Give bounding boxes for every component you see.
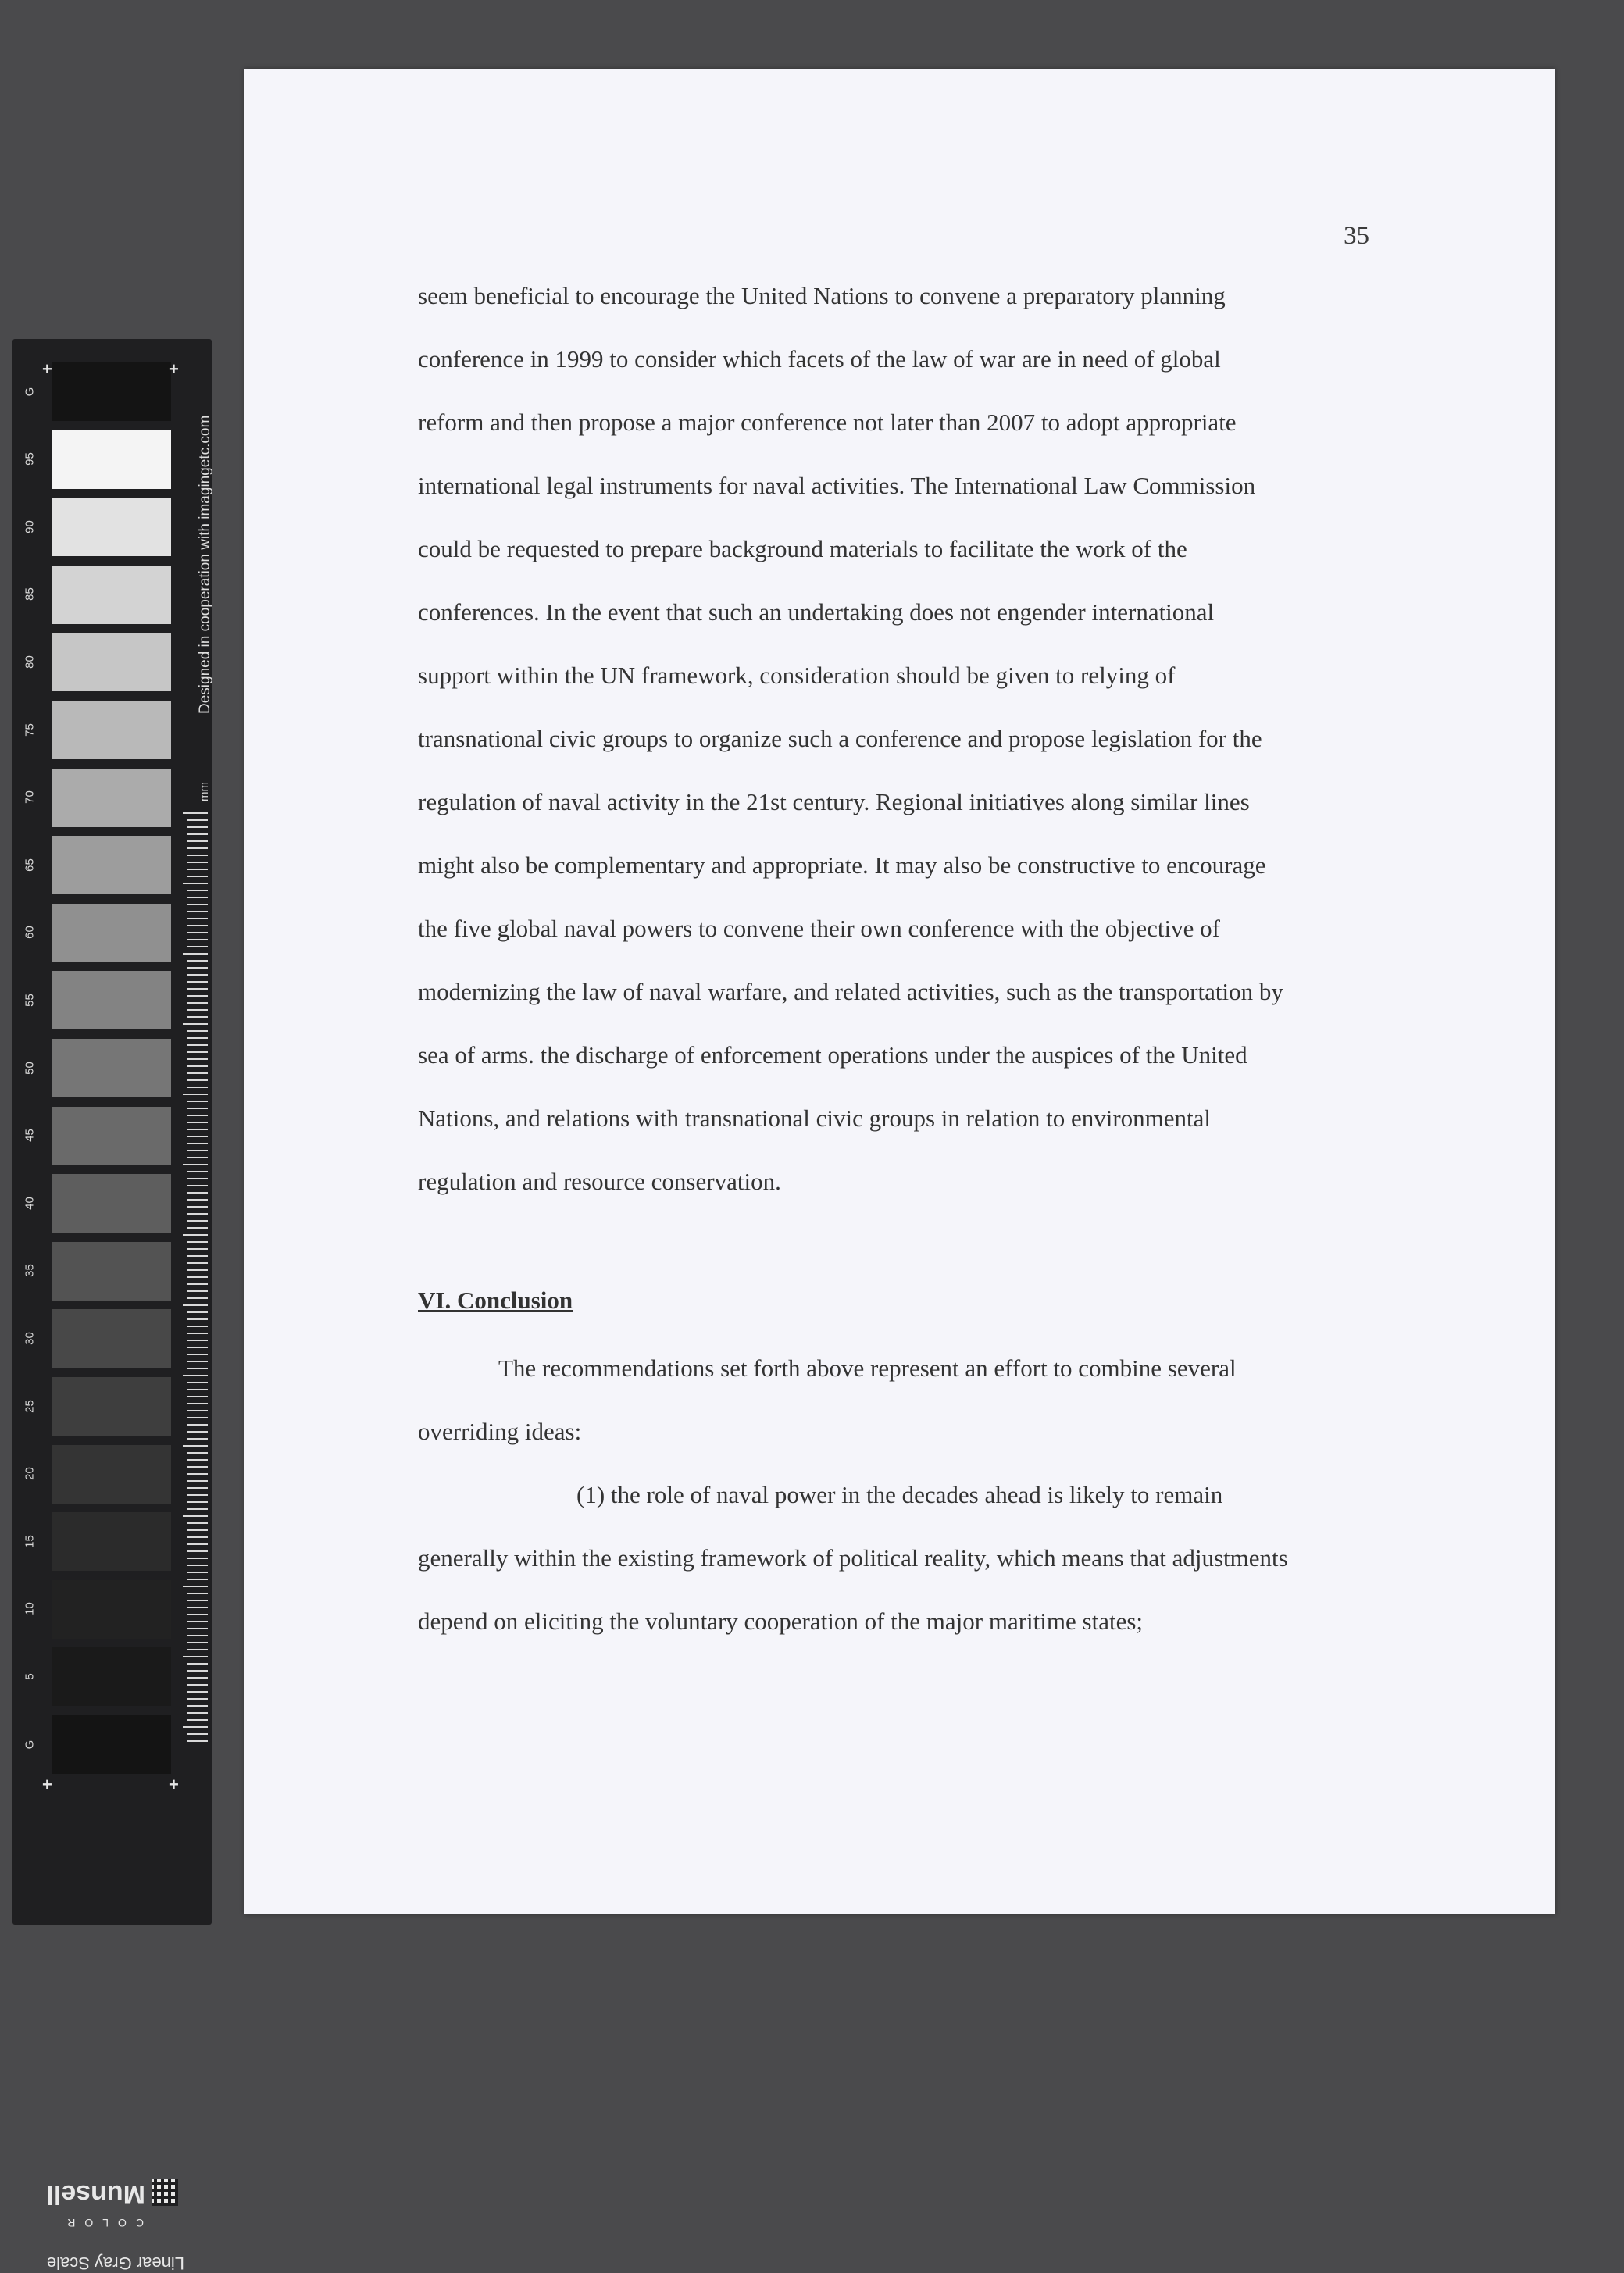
gray-patch-label: 20 xyxy=(23,1467,37,1480)
gray-patch-label: 55 xyxy=(23,994,37,1007)
paragraph-1 xyxy=(418,264,1379,1213)
gray-patch-label: 65 xyxy=(23,858,37,872)
gray-patch-label: G xyxy=(23,387,37,396)
gray-patch-label: 90 xyxy=(23,519,37,533)
registration-mark: + xyxy=(169,1775,179,1794)
gray-patch-label: 70 xyxy=(23,790,37,804)
munsell-brand xyxy=(46,2167,184,2273)
gray-patch-label: 40 xyxy=(23,1196,37,1210)
gray-patch xyxy=(52,904,171,962)
munsell-logo-icon xyxy=(152,2179,178,2206)
registration-mark: + xyxy=(42,359,52,379)
gray-patch-label: 30 xyxy=(23,1332,37,1345)
gray-patch xyxy=(52,633,171,691)
brand-name: Munsell xyxy=(46,2179,145,2209)
gray-patch xyxy=(52,1715,171,1774)
gray-patch xyxy=(52,1647,171,1706)
gray-patch-label: 75 xyxy=(23,723,37,737)
gray-patch xyxy=(52,498,171,556)
paragraph-2 xyxy=(418,1336,1379,1463)
text-line: reform and then propose a major conference not later than 2007 to adopt appropriate xyxy=(418,409,1237,436)
gray-patch xyxy=(52,1377,171,1436)
gray-patch xyxy=(52,1174,171,1233)
text-line: the five global naval powers to convene their own conference with the objective of xyxy=(418,915,1220,942)
text-line: overriding ideas: xyxy=(418,1418,582,1445)
gray-patch xyxy=(52,971,171,1029)
text-line: modernizing the law of naval warfare, and related activities, such as the transportation by xyxy=(418,978,1283,1005)
gray-patch-label: 35 xyxy=(23,1264,37,1278)
gray-patch xyxy=(52,1580,171,1639)
text-line: support within the UN framework, consideration should be given to relying of xyxy=(418,662,1176,689)
text-line: sea of arms. the discharge of enforcement operations under the auspices of the United xyxy=(418,1041,1247,1069)
gray-patch-label: 60 xyxy=(23,926,37,940)
paragraph-3 xyxy=(418,1463,1379,1653)
registration-mark: + xyxy=(42,1775,52,1794)
scale-name: Linear Gray Scale xyxy=(46,2253,184,2273)
text-line: (1) the role of naval power in the decades ahead is likely to remain xyxy=(576,1481,1223,1508)
gray-patch xyxy=(52,836,171,894)
gray-scale-target xyxy=(12,339,213,2273)
gray-patch-label: 95 xyxy=(23,452,37,466)
text-line: depend on eliciting the voluntary cooperation of the major maritime states; xyxy=(418,1608,1144,1635)
gray-patch-label: 5 xyxy=(23,1673,37,1680)
gray-patch xyxy=(52,1309,171,1368)
mm-ruler xyxy=(187,812,208,1742)
gray-patch-label: 80 xyxy=(23,655,37,669)
text-line: transnational civic groups to organize such a conference and propose legislation for the xyxy=(418,725,1262,752)
gray-patch xyxy=(52,1107,171,1165)
gray-patch-label: G xyxy=(23,1740,37,1749)
text-line: seem beneficial to encourage the United Nations to convene a preparatory planning xyxy=(418,282,1226,309)
brand-sub: COLOR xyxy=(58,2217,144,2229)
text-line: regulation and resource conservation. xyxy=(418,1168,781,1195)
gray-patch xyxy=(52,769,171,827)
gray-patch-label: 50 xyxy=(23,1061,37,1075)
gray-patch xyxy=(52,701,171,759)
text-line: regulation of naval activity in the 21st century. Regional initiatives along similar lines xyxy=(418,788,1250,815)
registration-mark: + xyxy=(169,359,179,379)
text-line: The recommendations set forth above represent an effort to combine several xyxy=(498,1354,1237,1382)
credit-text: Designed in cooperation with imagingetc.com xyxy=(197,415,213,714)
text-line: international legal instruments for naval activities. The International Law Commission xyxy=(418,472,1256,499)
gray-patch-label: 45 xyxy=(23,1129,37,1142)
section-heading: VI. Conclusion xyxy=(418,1286,573,1314)
text-line: might also be complementary and appropriate. It may also be constructive to encourage xyxy=(418,851,1266,879)
gray-patch-label: 15 xyxy=(23,1534,37,1548)
mm-ruler-major-ticks xyxy=(183,812,187,1742)
gray-patch-label: 25 xyxy=(23,1399,37,1413)
gray-patch xyxy=(52,1445,171,1504)
gray-patch-label: 85 xyxy=(23,587,37,601)
gray-patch-label: 10 xyxy=(23,1602,37,1616)
gray-patch xyxy=(52,1512,171,1571)
gray-patch xyxy=(52,566,171,624)
text-line: generally within the existing framework of political reality, which means that adjustments xyxy=(418,1544,1288,1572)
text-line: conference in 1999 to consider which facets of the law of war are in need of global xyxy=(418,345,1221,373)
text-line: Nations, and relations with transnational civic groups in relation to environmental xyxy=(418,1104,1212,1132)
gray-patch xyxy=(52,1039,171,1097)
text-line: could be requested to prepare background materials to facilitate the work of the xyxy=(418,535,1187,562)
gray-patch xyxy=(52,1242,171,1301)
gray-patch xyxy=(52,430,171,489)
page-number: 35 xyxy=(1344,222,1369,250)
gray-patch xyxy=(52,362,171,421)
text-line: conferences. In the event that such an undertaking does not engender international xyxy=(418,598,1215,626)
unit-label: mm xyxy=(198,782,211,801)
